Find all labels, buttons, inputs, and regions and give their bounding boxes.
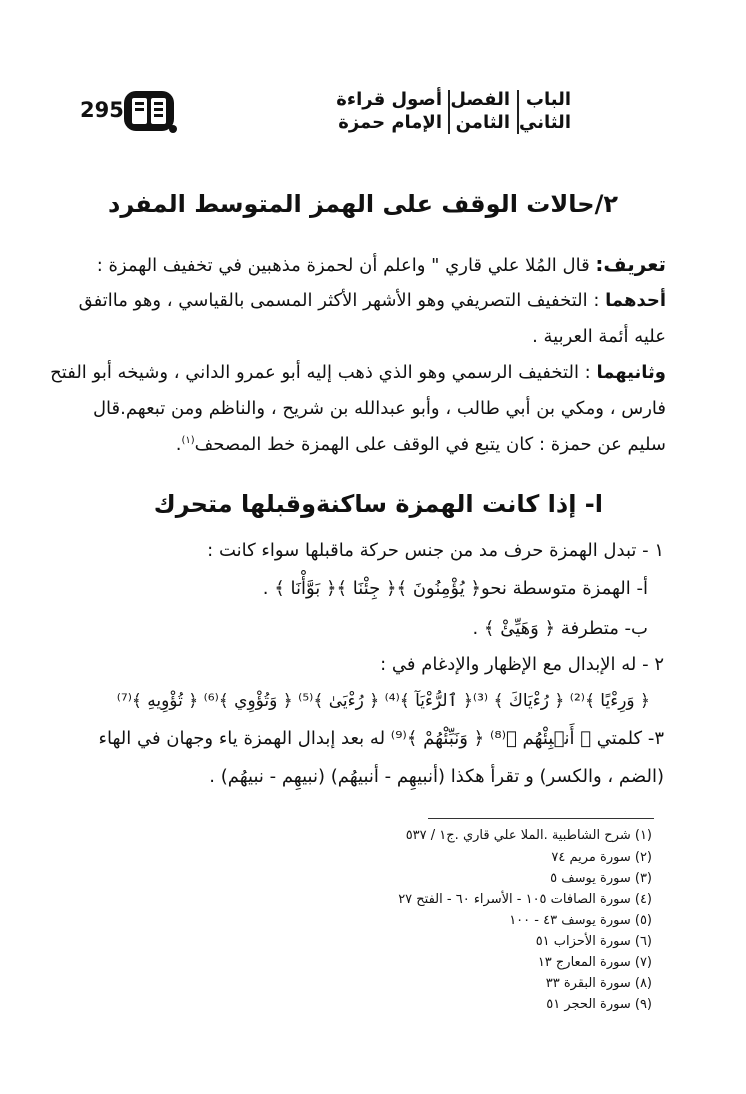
first-method-line: أحدهما : التخفيف التصريفي وهو الأشهر الأكثر المسمى بالقياسي ، وهو مااتفق [78,290,666,311]
footnote: (٤) سورة الصافات ١٠٥ - الأسراء ٦٠ - الفتح ٢٧ [398,892,652,907]
header-divider [448,90,450,134]
section-title: ا- إذا كانت الهمزة ساكنةوقبلها متحرك [153,490,603,518]
footnote: (٩) سورة الحجر ٥١ [546,997,652,1012]
second-method-line: وثانيهما : التخفيف الرسمي وهو الذي ذهب إليه أبو عمرو الداني ، وشيخه أبو الفتح [50,362,666,383]
footnote: (١) شرح الشاطبية .الملا علي قاري .ج١ / ٥٣٧ [405,828,652,843]
page-title: ٢/حالات الوقف على الهمز المتوسط المفرد [108,190,618,218]
book-logo-icon [122,88,178,134]
first-method-line-2: عليه أئمة العربية . [532,326,666,347]
page-number: 295 [80,98,124,122]
intro-line: تعريف: قال المُلا علي قاري " واعلم أن لحمزة مذهبين في تخفيف الهمزة : [96,252,666,276]
footnote: (٨) سورة البقرة ٣٣ [545,976,652,991]
rule-3: ٣- كلمتي ﴿ أَنۢبِئْهُم ﴾⁽⁸⁾ ﴿ وَنَبِّئْهُمْ ﴾⁽⁹⁾ له بعد إبدال الهمزة ياء وجهان في الهاء [98,728,664,749]
footnote: (٧) سورة المعارج ١٣ [537,955,652,970]
rule-1b: ب- متطرفة ﴿ وَهَيِّئْ ﴾ . [472,618,648,639]
section-header: الباب الثاني [518,89,571,133]
rule-2: ٢ - له الإبدال مع الإظهار والإدغام في : [380,654,664,675]
first-label: أحدهما [605,290,666,311]
second-method-line-2: فارس ، ومكي بن أبي طالب ، وأبو عبدالله بن شريح ، والناظم ومن تبعهم.قال [92,398,666,419]
footnote: (٢) سورة مريم ٧٤ [551,850,652,865]
chapter-header: الفصل الثامن [450,89,510,133]
rule-1a: أ- الهمزة متوسطة نحو﴿ يُؤْمِنُونَ ﴾﴿ جِئْنَا ﴾﴿ بَوَّأْنَا ﴾ . [262,578,648,599]
rule-2-examples: ﴿ وَرِءْيًا ﴾⁽²⁾ ﴿ رُءْيَاكَ ﴾ ⁽³⁾﴿ ٱلرُّءْيَآ ﴾⁽⁴⁾ ﴿ رُءْيَىٰ ﴾⁽⁵⁾ ﴿ وَتُؤْوِي ﴾⁽⁶⁾ ﴿ تُؤْوِيهِ ﴾⁽⁷⁾ [116,691,650,711]
rule-3-line-2: (الضم ، والكسر) و تقرأ هكذا (أنبيهِم - أنبيهُم) (نبيهِم - نبيهُم) . [209,766,664,787]
footnote-ref: (١) [181,435,195,446]
intro-label: تعريف: [595,252,666,276]
footnote: (٣) سورة يوسف ٥ [550,871,652,886]
footnote: (٥) سورة يوسف ٤٣ - ١٠٠ [509,913,652,928]
book-title-header: أصول قراءة الإمام حمزة [336,89,442,133]
footnote-divider [428,818,654,819]
second-method-line-3: سليم عن حمزة : كان يتبع في الوقف على الهمزة خط المصحف$^{(١)}$. [175,434,666,455]
second-label: وثانيهما [596,362,666,383]
rule-1: ١ - تبدل الهمزة حرف مد من جنس حركة ماقبلها سواء كانت : [207,540,664,561]
footnote: (٦) سورة الأحزاب ٥١ [535,934,652,949]
